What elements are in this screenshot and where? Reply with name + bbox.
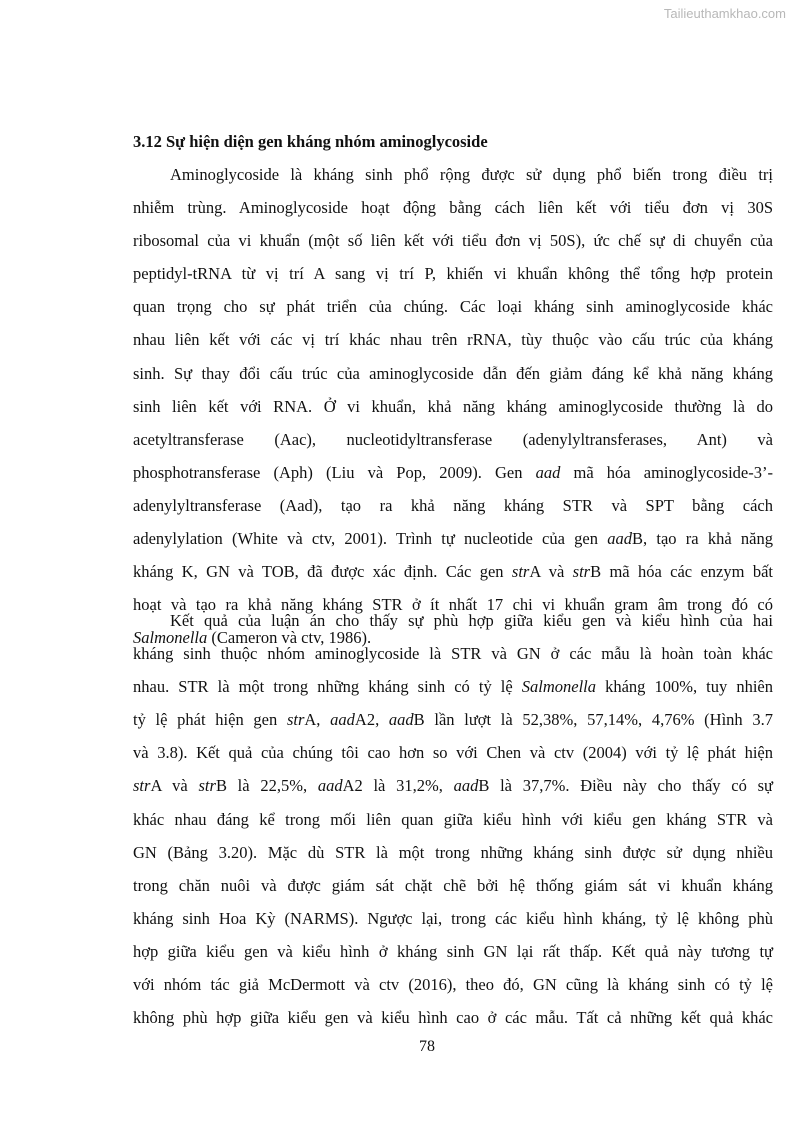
text-line [133, 257, 773, 290]
text-segment: A và [150, 776, 199, 796]
italic-text: aad [453, 776, 479, 796]
text-line [133, 323, 773, 356]
text-segment: nhau liên kết với các vị trí khác nhau trên rRNA, tùy thuộc vào cấu trúc của kháng [133, 330, 773, 350]
text-segment: mã hóa aminoglycoside-3’- [560, 462, 773, 482]
text-segment: và 3.8). Kết quả của chúng tôi cao hơn so với Chen và ctv (2004) với tỷ lệ phát hiện [133, 743, 773, 763]
text-segment: sinh. Sự thay đổi cấu trúc của aminoglycoside dẫn đến giảm đáng kể khả năng kháng [133, 363, 773, 383]
text-line [133, 158, 773, 191]
text-line [133, 670, 773, 703]
text-segment: B mã hóa các enzym bất [590, 562, 773, 582]
text-segment: acetyltransferase (Aac), nucleotidyltransferase (adenylyltransferases, Ant) và [133, 429, 773, 449]
text-segment: trong chăn nuôi và được giám sát chặt chẽ bởi hệ thống giám sát vi khuẩn kháng [133, 875, 773, 895]
text-segment: sinh liên kết với RNA. Ở vi khuẩn, khả năng kháng aminoglycoside thường là do [133, 396, 773, 416]
text-segment: A và [529, 562, 573, 582]
italic-text: str [133, 776, 151, 796]
text-segment: kháng 100%, tuy nhiên [596, 677, 773, 697]
text-segment: kháng K, GN và TOB, đã được xác định. Các gen [133, 562, 512, 582]
text-segment: GN (Bảng 3.20). Mặc dù STR là một trong những kháng sinh được sử dụng nhiều [133, 842, 773, 862]
text-segment: hoạt và tạo ra khả năng kháng STR ở ít nhất 17 chi vi khuẩn gram âm trong đó có [133, 595, 773, 615]
text-segment: Aminoglycoside là kháng sinh phổ rộng được sử dụng phổ biến trong điều trị [170, 165, 773, 184]
text-segment: kháng sinh Hoa Kỳ (NARMS). Ngược lại, trong các kiểu hình kháng, tỷ lệ không phù [133, 908, 773, 928]
text-line [133, 703, 773, 736]
text-line [133, 489, 773, 522]
text-line [133, 935, 773, 968]
text-line [133, 637, 773, 670]
italic-text: aad [607, 529, 632, 549]
section-heading: 3.12 Sự hiện diện gen kháng nhóm aminoglycoside [133, 132, 488, 151]
text-segment: kháng sinh thuộc nhóm aminoglycoside là STR và GN ở các mẫu là hoàn toàn khác [133, 644, 773, 664]
text-segment: hợp giữa kiểu gen và kiểu hình ở kháng sinh GN lại rất thấp. Kết quả này tương tự [133, 941, 773, 961]
italic-text: aad [535, 462, 561, 482]
text-segment: nhiễm trùng. Aminoglycoside hoạt động bằng cách liên kết với tiểu đơn vị 30S [133, 198, 773, 218]
italic-text: Salmonella [133, 628, 208, 648]
text-line [133, 968, 773, 1001]
text-line [133, 555, 773, 588]
text-segment: quan trọng cho sự phát triển của chúng. Các loại kháng sinh aminoglycoside khác [133, 297, 773, 317]
text-segment: A2 là 31,2%, [342, 776, 454, 796]
text-line [133, 803, 773, 836]
text-line [133, 736, 773, 769]
italic-text: aad [317, 776, 343, 796]
text-line [133, 423, 773, 456]
italic-text: str [511, 562, 530, 582]
text-line [133, 836, 773, 869]
text-line [133, 869, 773, 902]
italic-text: aad [330, 710, 355, 730]
text-line [133, 522, 773, 555]
text-segment: khác nhau đáng kể trong mối liên quan giữa kiểu hình với kiểu gen kháng STR và [133, 809, 773, 829]
text-segment: adenylylation (White và ctv, 2001). Trình tự nucleotide của gen [133, 529, 608, 549]
text-line [133, 769, 773, 802]
text-segment: (Cameron và ctv, 1986). [207, 628, 372, 648]
text-line [133, 390, 773, 423]
text-line [133, 604, 773, 637]
italic-text: Salmonella [521, 677, 597, 697]
italic-text: aad [388, 710, 414, 730]
paragraph-2 [133, 604, 773, 1034]
text-segment: A2, [354, 710, 389, 730]
text-segment: A, [304, 710, 331, 730]
text-segment: B lần lượt là 52,38%, 57,14%, 4,76% (Hình 3.7 [413, 710, 774, 730]
text-segment: B là 22,5%, [215, 776, 318, 796]
text-segment: Kết quả của luận án cho thấy sự phù hợp giữa kiểu gen và kiểu hình của hai [170, 611, 773, 630]
text-segment: B là 37,7%. Điều này cho thấy có sự [478, 776, 773, 796]
text-line [133, 290, 773, 323]
text-line [133, 1001, 773, 1034]
italic-text: str [572, 562, 591, 582]
text-line [133, 224, 773, 257]
text-segment: adenylyltransferase (Aad), tạo ra khả năng kháng STR và SPT bằng cách [133, 495, 773, 515]
italic-text: str [286, 710, 305, 730]
text-line [133, 191, 773, 224]
text-segment: tỷ lệ phát hiện gen [133, 710, 287, 730]
text-segment: B, tạo ra khả năng [632, 529, 773, 549]
text-segment: không phù hợp giữa kiểu gen và kiểu hình cao ở các mẫu. Tất cả những kết quả khác [133, 1008, 773, 1028]
text-line [133, 902, 773, 935]
text-line [133, 357, 773, 390]
text-segment: peptidyl-tRNA từ vị trí A sang vị trí P, khiến vi khuẩn không thể tổng hợp protein [133, 264, 773, 284]
text-line [133, 456, 773, 489]
text-segment: ribosomal của vi khuẩn (một số liên kết với tiểu đơn vị 50S), ức chế sự di chuyển của [133, 231, 773, 251]
watermark: Tailieuthamkhao.com [663, 6, 786, 21]
italic-text: str [198, 776, 216, 796]
paragraph-1 [133, 158, 773, 654]
text-segment: với nhóm tác giả McDermott và ctv (2016), theo đó, GN cũng là kháng sinh có tỷ lệ [133, 975, 773, 995]
text-segment: phosphotransferase (Aph) (Liu và Pop, 2009). Gen [133, 462, 536, 482]
text-segment: nhau. STR là một trong những kháng sinh có tỷ lệ [133, 677, 522, 697]
page-number: 78 [419, 1038, 435, 1055]
